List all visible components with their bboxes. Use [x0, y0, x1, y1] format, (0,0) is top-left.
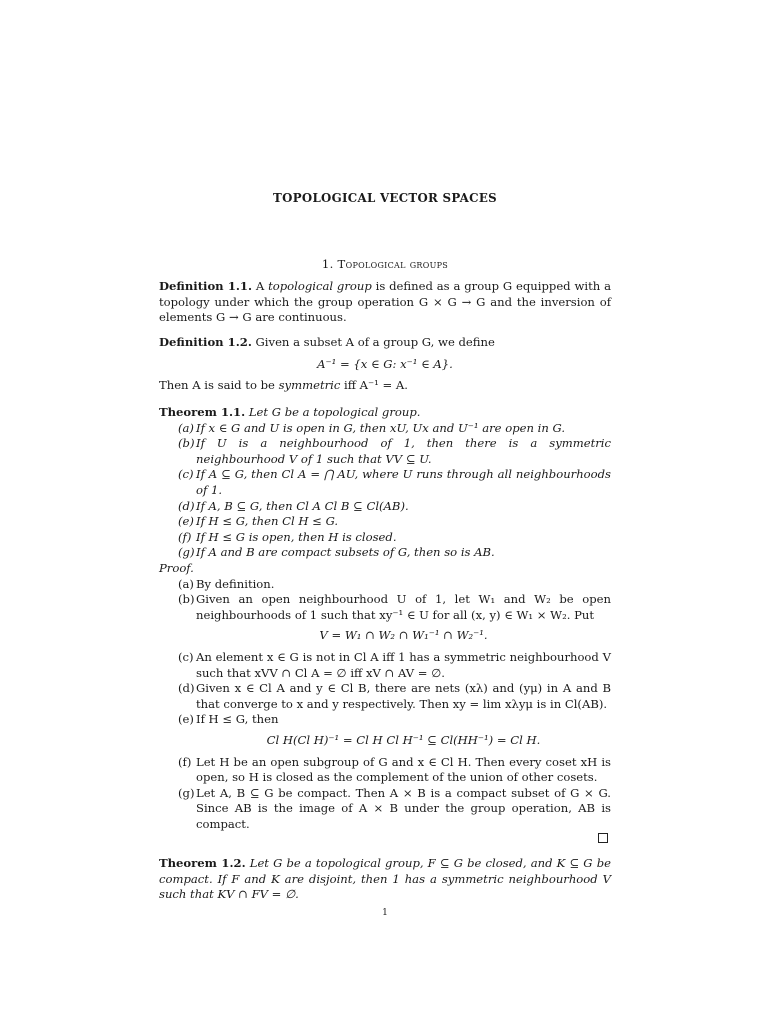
theorem-item — [159, 436, 611, 467]
item-text: If H ≤ G, then Cl H ≤ G. — [196, 514, 339, 529]
definition-label: Definition 1.2. — [159, 335, 252, 349]
proof-item — [159, 577, 611, 593]
definition-label: Definition 1.1. — [159, 279, 253, 293]
proof-label: Proof. — [159, 561, 194, 575]
qed-square-icon — [598, 833, 608, 843]
item-text: Given x ∈ Cl A and y ∈ Cl B, there are nets (xλ) and (yμ) in A and B that converge to x and y respectively. Then xy = lim xλyμ is in Cl(AB). — [196, 681, 611, 711]
proof-item — [159, 755, 611, 786]
item-label: (a) — [178, 420, 194, 435]
item-label: (d) — [178, 681, 195, 696]
display-equation: V = W₁ ∩ W₂ ∩ W₁⁻¹ ∩ W₂⁻¹. — [319, 628, 488, 643]
definition-text: iff A⁻¹ = A. — [340, 378, 408, 393]
proof-item-list — [159, 577, 611, 833]
theorem-label: Theorem 1.2. — [159, 856, 246, 870]
item-text: If A ⊆ G, then Cl A = ⋂ AU, where U runs through all neighbourhoods of 1. — [196, 467, 611, 497]
item-text: Given an open neighbourhood U of 1, let W₁ and W₂ be open neighbourhoods of 1 such that xy⁻¹ ∈ U for all (x, y) ∈ W₁ × W₂. Put — [196, 592, 611, 622]
item-label: (e) — [178, 712, 194, 727]
item-label: (f) — [178, 754, 192, 769]
theorem-1-2 — [159, 856, 611, 903]
definition-text: Given a subset A of a group G, we define — [251, 335, 495, 349]
item-label: (b) — [178, 436, 195, 451]
theorem-item — [159, 499, 611, 515]
proof-item — [159, 592, 611, 644]
theorem-label: Theorem 1.1. — [159, 405, 246, 419]
item-label: (g) — [178, 785, 195, 800]
theorem-item — [159, 514, 611, 530]
item-text: An element x ∈ G is not in Cl A iff 1 has a symmetric neighbourhood V such that xVV ∩ Cl A = ∅ iff xV ∩ AV = ∅. — [196, 649, 611, 680]
item-label: (f) — [178, 529, 192, 544]
theorem-item — [159, 467, 611, 498]
page-number: 1 — [382, 908, 388, 918]
proof-item — [159, 712, 611, 748]
item-text: If x ∈ G and U is open in G, then xU, Ux and U⁻¹ are open in G. — [196, 420, 566, 435]
theorem-1-1 — [159, 405, 611, 561]
definition-text: A — [252, 279, 269, 293]
item-label: (c) — [178, 467, 194, 482]
definition-1-1 — [159, 279, 611, 326]
definition-text: Then A is said to be — [159, 378, 279, 393]
proof-item — [159, 786, 611, 833]
theorem-item — [159, 421, 611, 437]
item-label: (b) — [178, 592, 195, 607]
item-label: (g) — [178, 545, 195, 560]
definition-text: is defined as a group G equipped with a topology under which the group operation G × G → G and the inversion of elements G → G are continuous. — [159, 279, 611, 325]
item-label: (a) — [178, 576, 194, 591]
proof-item — [159, 650, 611, 681]
definition-term: topological group — [268, 279, 372, 293]
theorem-item — [159, 545, 611, 561]
item-label: (c) — [178, 649, 194, 664]
theorem-statement: Let G be a topological group. — [245, 405, 421, 419]
item-text: By definition. — [196, 576, 275, 591]
item-label: (d) — [178, 498, 195, 513]
definition-term: symmetric — [278, 378, 341, 393]
item-text: If H ≤ G, then — [196, 712, 279, 727]
display-equation: A⁻¹ = {x ∈ G: x⁻¹ ∈ A}. — [317, 356, 453, 371]
item-text: If A and B are compact subsets of G, then so is AB. — [196, 545, 495, 560]
paper-title: TOPOLOGICAL VECTOR SPACES — [273, 191, 497, 205]
item-text: If A, B ⊆ G, then Cl A Cl B ⊆ Cl(AB). — [196, 498, 409, 513]
proof-block — [159, 561, 611, 833]
section-heading: 1. Topological groups — [321, 257, 449, 271]
item-label: (e) — [178, 514, 194, 529]
display-equation: Cl H(Cl H)⁻¹ = Cl H Cl H⁻¹ ⊆ Cl(HH⁻¹) = Cl H. — [266, 732, 541, 747]
definition-1-2 — [159, 335, 611, 394]
item-text: If U is a neighbourhood of 1, then there is a symmetric neighbourhood V of 1 such that VV ⊆ U. — [196, 436, 611, 466]
item-text: Let A, B ⊆ G be compact. Then A × B is a compact subset of G × G. Since AB is the image of A × B under the group operation, AB is compact. — [196, 785, 611, 831]
paper-page — [159, 0, 611, 1024]
theorem-statement: Let G be a topological group, F ⊆ G be closed, and K ⊆ G be compact. If F and K are disjoint, then 1 has a symmetric neighbourhood V such that KV ∩ FV = ∅. — [159, 856, 611, 902]
proof-item — [159, 681, 611, 712]
theorem-item — [159, 530, 611, 546]
item-text: Let H be an open subgroup of G and x ∈ Cl H. Then every coset xH is open, so H is closed as the complement of the union of other cosets. — [196, 754, 611, 785]
item-text: If H ≤ G is open, then H is closed. — [196, 529, 397, 544]
theorem-item-list — [159, 421, 611, 561]
